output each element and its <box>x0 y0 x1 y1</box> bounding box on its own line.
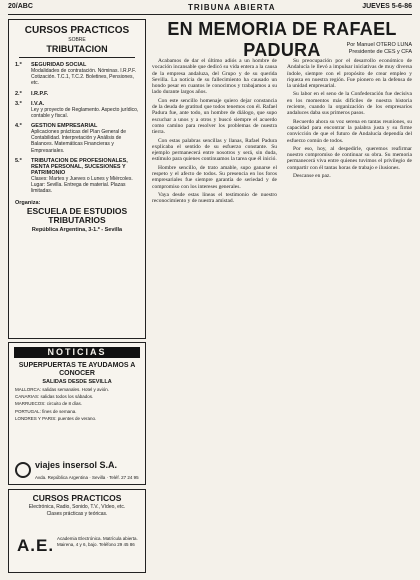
ad-title: CURSOS PRACTICOS <box>24 25 130 36</box>
ad-subhead: SALIDAS DESDE SEVILLA <box>42 379 112 385</box>
ad-banner: NOTICIAS <box>14 347 140 358</box>
module-title: I.R.P.F. <box>31 90 49 97</box>
module-item <box>15 123 139 154</box>
article-paragraph: Descanse en paz. <box>293 173 331 180</box>
ad-line: PORTUGAL: fines de semana. <box>15 408 77 414</box>
ad-cursos <box>8 489 146 573</box>
module-number: 4.º <box>15 123 22 130</box>
academy-logo: A.E. <box>17 536 55 555</box>
brand-name: viajes insersol S.A. <box>35 460 118 470</box>
ad-line: CANARIAS: salidas todos los sábados. <box>15 394 94 400</box>
module-title: SEGURIDAD SOCIAL <box>31 62 87 68</box>
module-item <box>15 62 139 87</box>
article-paragraph: Vaya desde estas líneas el testimonio de nuestro reconocimiento y de nuestra amistad. <box>152 191 277 205</box>
ad-line: MALLORCA: salidas semanales. Hotel y avión. <box>15 387 110 392</box>
ad-title: CURSOS PRACTICOS <box>32 493 122 503</box>
article-column-2 <box>287 58 412 573</box>
module-item <box>15 91 139 97</box>
school-address: República Argentina, 3-1.º - Sevilla <box>31 227 123 234</box>
module-title: TRIBUTACION DE PROFESIONALES, RENTA PERSONAL, SUCESIONES Y PATRIMONIO <box>31 157 128 176</box>
article-paragraph: Con estas palabras sencillas y llanas, Rafael Padura explicaba el sentido de su esfuerzo constante. Su ejemplo permanecerá entre nosotros y será, sin duda, estímulo para quienes continuamos la tarea que él inició. <box>152 137 277 163</box>
module-desc: Modalidades de contratación. Nóminas. I.R.P.F. Cotización. T.C.1, T.C.2. Boletines, Pensiones, etc. <box>31 68 136 87</box>
academy-address: Academia Electrónica. Matrícula abierta. Mairena, 4 y 6, bajo. Teléfono 29 45 86 <box>57 536 138 547</box>
module-desc: Aplicaciones prácticas del Plan General de Contabilidad. Interpretación y Análisis de Balances. Matemáticas Financieras y Empresariales. <box>31 129 127 154</box>
article-paragraph: Su labor en el seno de la Confederación fue decisiva en los momentos más difíciles de nuestra historia reciente, cuando la organización de los empresarios andaluces daba sus primeros pasos. <box>287 91 412 117</box>
article-paragraph: Hombre sencillo, de trato amable, supo ganarse el respeto y el afecto de todos. Su presencia en los foros empresariales fue siempre garantía de seriedad y de compromiso con los intereses generales. <box>152 164 277 190</box>
section-title: TRIBUNA ABIERTA <box>188 3 276 12</box>
ad-topic: TRIBUTACION <box>19 44 135 58</box>
byline-role: Presidente de CES y CFA <box>348 49 412 55</box>
article-paragraph: Con este sencillo homenaje quiero dejar constancia de la deuda de gratitud que todos tenemos con él. Rafael Padura fue, ante todo, un hombre de diálogo, que supo escuchar a unos y a otros y buscó siempre el acuerdo como camino para resolver los problemas de nuestra tierra. <box>152 97 277 136</box>
ad-subtitle: Electrónica, Radio, Sonido, T.V., Vídeo, etc. <box>28 504 126 510</box>
brand-address: Avda. República Argentina · Sevilla · Teléf. 27 24 95 <box>35 475 139 480</box>
module-title: I.V.A. <box>31 100 45 107</box>
school-name: ESCUELA DE ESTUDIOS TRIBUTARIOS <box>26 206 128 226</box>
article-title: EN MEMORIA DE RAFAEL PADURA <box>167 19 397 60</box>
page-header <box>8 3 412 15</box>
ad-headline: SUPERPUERTAS TE AYUDAMOS A CONOCER <box>18 362 136 377</box>
organizer-label: Organiza: <box>15 200 41 207</box>
byline-name: Por Manuel OTERO LUNA <box>346 42 412 48</box>
article-column-1 <box>152 58 277 573</box>
module-number: 3.º <box>15 100 22 107</box>
ad-viajes <box>8 342 146 485</box>
module-number: 2.º <box>15 90 22 97</box>
ad-note: Clases prácticas y teóricas. <box>46 511 108 517</box>
module-item <box>15 158 139 195</box>
travel-logo-icon <box>15 462 31 478</box>
page-number: 20/ABC <box>8 3 33 10</box>
module-number: 5.º <box>15 157 22 164</box>
module-desc: Clases: Martes y Jueves o Lunes y Miércoles. Lugar: Sevilla. Entrega de material. Plazas limitadas. <box>31 175 133 195</box>
article-paragraph: Acabamos de dar el último adiós a un hombre de vocación incansable que dedicó su vida entera a la causa de la empresa andaluza, del Grupo y de su querida Sevilla. La noticia de su fallecimiento ha causado un hondo pesar en cuantos le conocimos y trabajamos a su lado durante largos años. <box>152 58 277 96</box>
article-paragraph: Su preocupación por el desarrollo económico de Andalucía le llevó a impulsar iniciativas de muy diversa índole, siempre con el propósito de crear empleo y riqueza en nuestra región. Fue pionero en la defensa de la unidad empresarial. <box>287 58 412 90</box>
module-title: GESTION EMPRESARIAL <box>31 123 98 130</box>
module-desc: Ley y proyecto de Reglamento. Aspecto jurídico, contable y fiscal. <box>31 106 139 119</box>
ad-tributacion <box>8 19 146 339</box>
ad-subtitle: SOBRE <box>68 37 86 43</box>
module-item <box>15 101 139 119</box>
article-paragraph: Por eso, hoy, al despedirle, queremos reafirmar nuestro compromiso de continuar su obra. Su memoria permanecerá viva entre quienes tuvimos el privilegio de compartir con él tantas horas de trabajo e ilusiones. <box>287 145 412 171</box>
module-number: 1.º <box>15 62 22 68</box>
ad-line: LONDRES Y PARIS: puentes de verano. <box>15 415 97 421</box>
issue-date: JUEVES 5-6-86 <box>362 3 412 10</box>
article-paragraph: Recuerdo ahora su voz serena en tantas reuniones, su capacidad para encontrar la palabra justa y su firme convicción de que el futuro de Andalucía dependía del esfuerzo común de todos. <box>287 118 412 144</box>
ad-line: MARRUECOS: circuito de 8 días. <box>15 401 83 407</box>
